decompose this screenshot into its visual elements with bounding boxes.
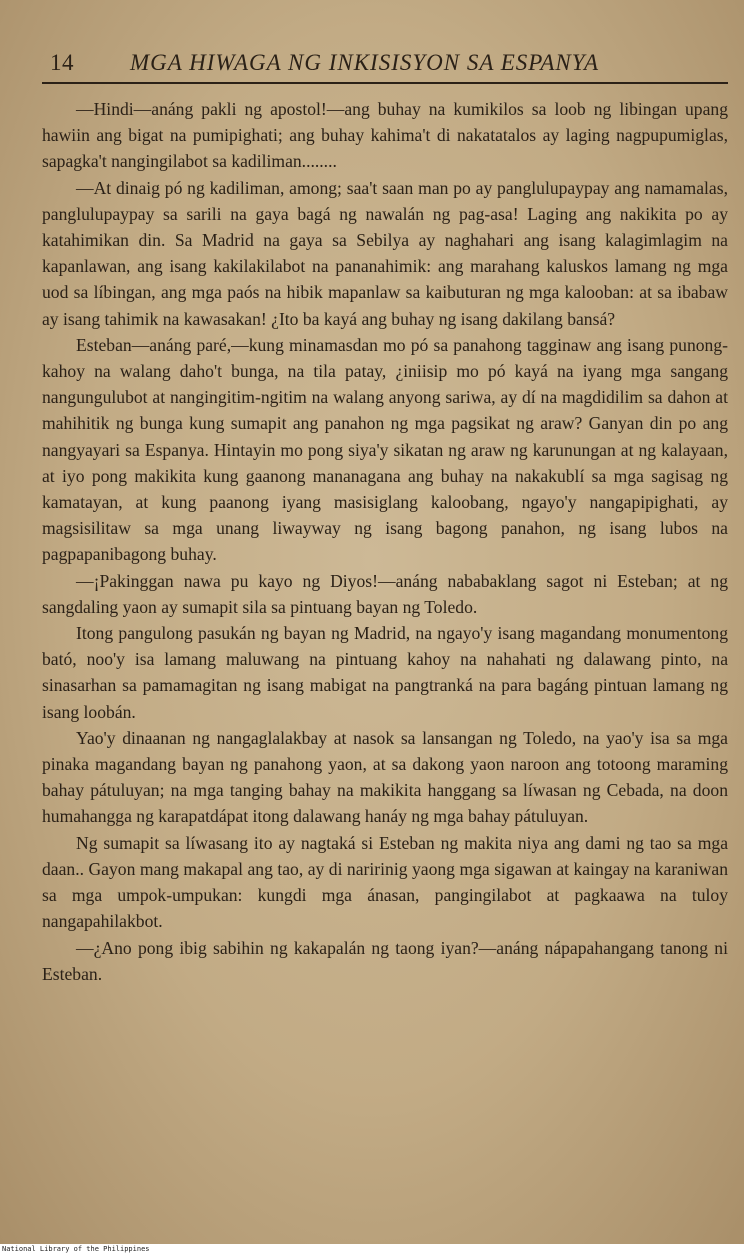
- paragraph: Yao'y dinaanan ng nangaglalakbay at nasok sa lansangan ng Toledo, na yao'y isa sa mga pinaka magandang bayan ng panahong yaon, at sa dakong yaon naroon ang totoong maraming bahay pátuluyan; na mga tanging bahay na makikita hanggang sa líwasan ng Cebada, na doon humahangga ng karapatdápat itong dalawang hanáy ng mga bahay pátuluyan.: [42, 727, 728, 827]
- page-header: [42, 40, 728, 84]
- running-title: MGA HIWAGA NG INKISISYON SA ESPANYA: [130, 50, 600, 75]
- library-credit: National Library of the Philippines: [2, 1245, 150, 1253]
- paragraph: Itong pangulong pasukán ng bayan ng Madrid, na ngayo'y isang magandang monumentong bató, noo'y isa lamang maluwang na pintuang kahoy na nahahati ng dalawang pinto, na sinasarhan sa pamamagitan ng isang mabigat na pangtranká na para bagáng pintuan lamang ng isang loobán.: [42, 623, 728, 722]
- paragraph: Ng sumapit sa líwasang ito ay nagtaká si Esteban ng makita niya ang dami ng tao sa mga daan.. Gayon mang makapal ang tao, ay di naririnig yaong mga sigawan at kaingay na karaniwan sa mga umpok-umpukan: kungdi mga ánasan, pangingilabot at pagkaawa na tuloy nangapahilakbot.: [42, 832, 728, 932]
- page-content: [42, 40, 728, 987]
- body-text: [42, 96, 728, 987]
- paragraph: —¡Pakinggan nawa pu kayo ng Diyos!—anáng nababaklang sagot ni Esteban; at ng sangdaling yaon ay sumapit sila sa pintuang bayan ng Toledo.: [42, 570, 728, 617]
- page-number: 14: [50, 50, 74, 75]
- paragraph: —¿Ano pong ibig sabihin ng kakapalán ng taong iyan?—anáng nápapahangang tanong ni Esteban.: [42, 937, 728, 984]
- paragraph: —At dinaig pó ng kadiliman, among; saa't saan man po ay panglulupaypay ang namamalas, panglulupaypay sa sarili na gaya bagá ng nawalán ng pag-asa! Laging ang nakikita po ay katahimikan din. Sa Madrid na gaya sa Sebilya ay naghahari ang isang kalagimlagim na kapanlawan, ang isang kakilakilabot na pananahimik: ang marahang kaluskos lamang ng mga uod sa líbingan, ang mga paós na hibik mapanlaw sa kaibuturan ng mga kalooban: at sa ibabaw ay isang tahimik na kawasakan! ¿Ito ba kayá ang buhay ng isang dakilang bansá?: [42, 177, 728, 329]
- paragraph: —Hindi—anáng pakli ng apostol!—ang buhay na kumikilos sa loob ng libingan upang hawiin ang bigat na pumipighati; ang buhay kahima't di nakatatalos ay laging nagpupumiglas, sapagka't nangingilabot sa kadiliman........: [42, 99, 728, 172]
- paragraph: Esteban—anáng paré,—kung minamasdan mo pó sa panahong tagginaw ang isang punong-kahoy na walang daho't bunga, na tila patay, ¿iniisip mo pó kayá na iyang mga sangang nangungulubot at nangingitim-ngitim na walang anyong sariwa, ay dí na magdidilim sa dahon at mahihitik ng bunga kung sumapit ang panahon ng mga pagsikat ng araw? Ganyan din po ang nangyayari sa Espanya. Hintayin mo pong siya'y sikatan ng araw ng karunungan at ng kalayaan, at iyo pong makikita kung gaanong mananagana ang buhay na nakakublí sa mga sagisag ng kamatayan, at kung paanong iyang masisiglang kaloobang, ngayo'y nangapipighati, ay magsisilitaw sa mga unang liwayway ng isang bagong panahon, ng isang lubos na pagpapanibagong buhay.: [42, 334, 728, 565]
